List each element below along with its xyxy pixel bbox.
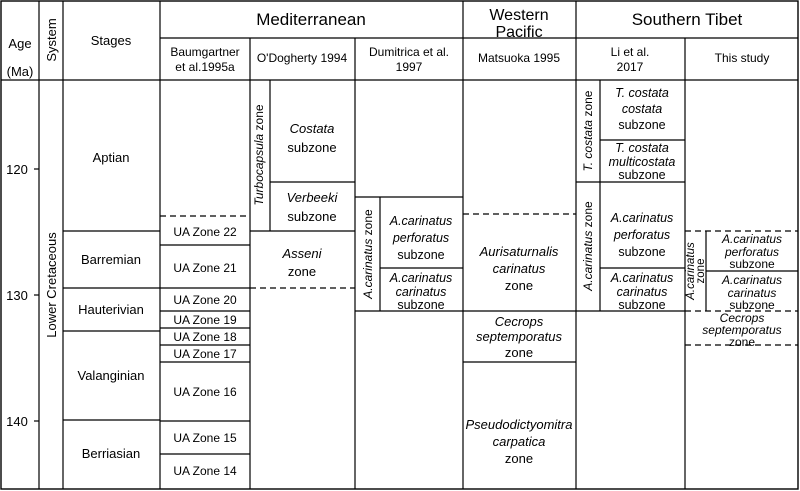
li-header-line1: Li et al. xyxy=(610,45,650,59)
stage-valanginian: Valanginian xyxy=(77,368,145,383)
dumitrica-header-line1: Dumitrica et al. xyxy=(368,45,450,59)
stage-barremian: Barremian xyxy=(81,252,141,267)
dumitrica-perforatus-subzone: subzone xyxy=(397,248,445,262)
dumitrica-perforatus-line1: A.carinatus xyxy=(389,214,453,228)
ua-zone-14: UA Zone 14 xyxy=(173,464,237,478)
this-study-zone-word: zone xyxy=(695,258,707,284)
stages-header: Stages xyxy=(90,33,132,48)
odogherty-header: O'Dogherty 1994 xyxy=(256,51,348,65)
matsuoka-header: Matsuoka 1995 xyxy=(477,51,561,65)
dumitrica-carinatus-line2: carinatus xyxy=(395,285,447,299)
ua-zone-21: UA Zone 21 xyxy=(173,261,237,275)
dumitrica-carinatus-line1: A.carinatus xyxy=(389,271,453,285)
aurisaturnalis-line2: carinatus xyxy=(492,261,546,276)
verbeeki-subzone-label: subzone xyxy=(287,209,337,224)
li-acarinatus-zone-label: A.carinatus zone xyxy=(581,201,595,291)
stage-aptian: Aptian xyxy=(92,150,130,165)
this-study-cecrops-line2: septemporatus xyxy=(702,323,782,337)
dumitrica-header-line2: 1997 xyxy=(395,60,423,74)
li-multicostata-subzone: subzone xyxy=(618,168,666,182)
costata-subzone-label: subzone xyxy=(287,140,337,155)
this-study-cecrops-zone: zone xyxy=(728,335,756,349)
ua-zone-18: UA Zone 18 xyxy=(173,330,237,344)
li-tcostata-zone-label: T. costata zone xyxy=(581,90,595,172)
ua-zone-17: UA Zone 17 xyxy=(173,347,237,361)
ua-zone-15: UA Zone 15 xyxy=(173,431,237,445)
this-study-zone-label: A.carinatus xyxy=(685,242,697,300)
li-costata-subzone: subzone xyxy=(618,118,666,132)
turbocapsula-zone-label: Turbocapsula zone xyxy=(252,104,266,206)
age-label-120: 120 xyxy=(6,162,28,177)
pseudodictyomitra-line2: carpatica xyxy=(492,434,546,449)
cecrops-line2: septemporatus xyxy=(476,329,562,344)
li-perforatus-subzone: subzone xyxy=(618,245,666,259)
li-perforatus-line1: A.carinatus xyxy=(610,211,674,225)
li-costata-line2: costata xyxy=(621,102,663,116)
western-pacific-header-line1: Western xyxy=(489,7,549,24)
aurisaturnalis-line1: Aurisaturnalis xyxy=(479,244,559,259)
this-study-perforatus-line1: A.carinatus xyxy=(721,232,783,246)
dumitrica-perforatus-line2: perforatus xyxy=(392,231,450,245)
baumgartner-header-line1: Baumgartner xyxy=(170,45,240,59)
li-carinatus-line1: A.carinatus xyxy=(610,271,674,285)
cecrops-line1: Cecrops xyxy=(494,314,544,329)
system-header: System xyxy=(44,18,59,62)
li-multicostata-line2: multicostata xyxy=(608,155,676,169)
li-costata-line1: T. costata xyxy=(615,86,669,100)
asseni-zone-label: zone xyxy=(287,264,317,279)
dumitrica-carinatus-subzone: subzone xyxy=(397,298,445,312)
baumgartner-header-line2: et al.1995a xyxy=(175,60,235,74)
pseudodictyomitra-line1: Pseudodictyomitra xyxy=(465,417,573,432)
western-pacific-header-line2: Pacific xyxy=(495,24,543,41)
chart-frame xyxy=(1,1,798,489)
ua-zone-22: UA Zone 22 xyxy=(173,225,237,239)
stage-hauterivian: Hauterivian xyxy=(78,302,144,317)
li-carinatus-line2: carinatus xyxy=(616,285,668,299)
this-study-perforatus-line2: perforatus xyxy=(724,245,780,259)
li-multicostata-line1: T. costata xyxy=(615,141,669,155)
this-study-carinatus-line2: carinatus xyxy=(727,286,777,300)
li-carinatus-subzone: subzone xyxy=(618,298,666,312)
costata-label: Costata xyxy=(289,121,335,136)
ua-zone-20: UA Zone 20 xyxy=(173,293,237,307)
stage-berriasian: Berriasian xyxy=(81,446,141,461)
age-header: Age xyxy=(8,36,32,51)
this-study-carinatus-subzone: subzone xyxy=(729,298,775,312)
southern-tibet-header: Southern Tibet xyxy=(631,10,743,29)
age-unit-header: (Ma) xyxy=(6,64,34,79)
this-study-perforatus-subzone: subzone xyxy=(729,257,775,271)
age-label-130: 130 xyxy=(6,288,28,303)
ua-zone-16: UA Zone 16 xyxy=(173,385,237,399)
ua-zone-19: UA Zone 19 xyxy=(173,313,237,327)
dumitrica-zone-label: A.carinatus zone xyxy=(361,209,375,299)
verbeeki-label: Verbeeki xyxy=(286,190,338,205)
system-label: Lower Cretaceous xyxy=(44,232,59,338)
pseudodictyomitra-zone: zone xyxy=(504,451,534,466)
cecrops-zone: zone xyxy=(504,345,534,360)
li-perforatus-line2: perforatus xyxy=(613,228,671,242)
this-study-cecrops-line1: Cecrops xyxy=(719,311,765,325)
aurisaturnalis-zone: zone xyxy=(504,278,534,293)
asseni-label: Asseni xyxy=(282,246,322,261)
li-header-line2: 2017 xyxy=(616,60,644,74)
this-study-carinatus-line1: A.carinatus xyxy=(721,273,783,287)
age-label-140: 140 xyxy=(6,414,28,429)
mediterranean-header: Mediterranean xyxy=(256,10,366,29)
this-study-header: This study xyxy=(714,51,770,65)
